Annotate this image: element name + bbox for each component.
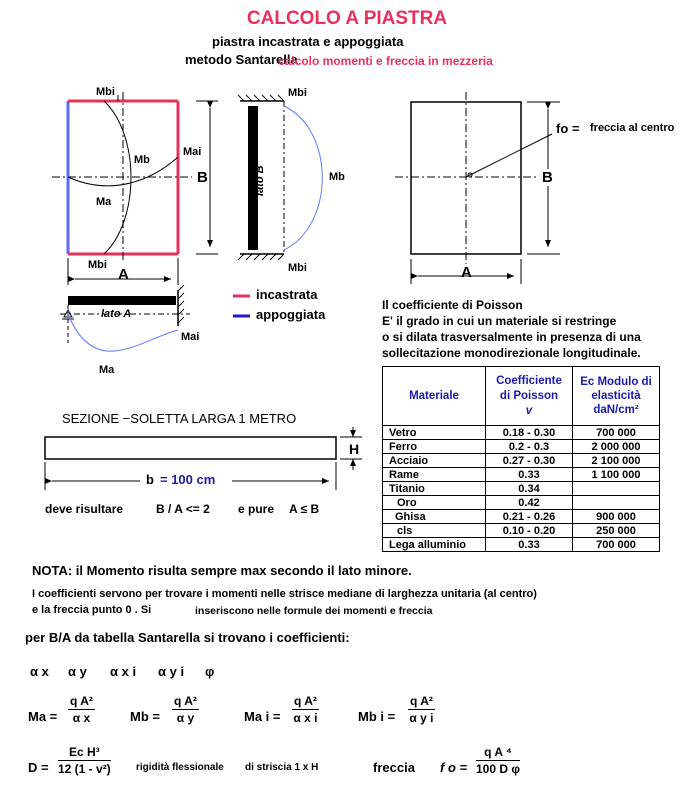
table-row: Oro 0.42 bbox=[383, 496, 660, 510]
freccia-label: freccia bbox=[373, 760, 415, 775]
mai-formula-fraction: $\frac{\text{q A²}}{\text{α x i}}$ bbox=[293, 694, 318, 725]
slab-section bbox=[45, 437, 336, 459]
coeff-alpha-x: α x bbox=[30, 664, 49, 679]
condition-prefix: deve risultare bbox=[45, 502, 124, 516]
fo-description: freccia al centro bbox=[590, 122, 675, 134]
coeff-alpha-yi: α y i bbox=[158, 664, 185, 679]
plate-mai-label: Mai bbox=[183, 146, 202, 158]
table-row: cls 0.10 - 0.20 250 000 bbox=[383, 524, 660, 538]
side-lato-b-label: lato B bbox=[254, 165, 266, 196]
mb-formula-label: Mb = bbox=[130, 709, 160, 724]
fo-leader-line bbox=[466, 134, 552, 177]
table-row: Titanio 0.34 bbox=[383, 482, 660, 496]
method-note: calcolo momenti e freccia in mezzeria bbox=[278, 54, 493, 68]
condition-1: B / A <= 2 bbox=[156, 502, 210, 516]
col-material-header: Materiale bbox=[383, 367, 486, 426]
plate-mb-label: Mb bbox=[134, 154, 150, 166]
col-modulus-header: Ec Modulo di elasticità daN/cm² bbox=[573, 367, 660, 426]
d-formula-label: D = bbox=[28, 760, 49, 775]
condition-mid: e pure bbox=[238, 502, 275, 516]
plate-diagram bbox=[52, 92, 218, 285]
notes-line-1: I coefficienti servono per trovare i momenti nelle strisce mediane di larghezza unitaria (al centro) bbox=[32, 588, 537, 600]
mb-formula-fraction: $\frac{\text{q A²}}{\text{α y}}$ bbox=[174, 694, 197, 725]
fo-formula-fraction: $\frac{\text{q A ⁴}}{\text{100 D φ}}$ bbox=[476, 745, 520, 776]
section-b-value: = 100 cm bbox=[160, 472, 216, 487]
coeff-alpha-y: α y bbox=[68, 664, 87, 679]
section-title: SEZIONE −SOLETTA LARGA 1 METRO bbox=[62, 411, 297, 426]
table-row: Acciaio 0.27 - 0.30 2 100 000 bbox=[383, 454, 660, 468]
table-row: Ferro 0.2 - 0.3 2 000 000 bbox=[383, 440, 660, 454]
table-row: Vetro 0.18 - 0.30 700 000 bbox=[383, 426, 660, 440]
beam-mai-label: Mai bbox=[181, 331, 200, 343]
poisson-description bbox=[382, 297, 641, 361]
side-mbi-top-label: Mbi bbox=[288, 87, 307, 99]
poisson-line-2: E' il grado in cui un materiale si restringe bbox=[382, 314, 617, 328]
ma-formula-fraction: $\frac{\text{q A²}}{\text{α x}}$ bbox=[70, 694, 93, 725]
coefficients-intro: per B/A da tabella Santarella si trovano i coefficienti: bbox=[25, 630, 350, 645]
poisson-line-4: sollecitazione monodirezionale longitudinale. bbox=[382, 346, 641, 360]
side-mb-label: Mb bbox=[329, 171, 345, 183]
legend-incastrata-label: incastrata bbox=[256, 287, 318, 302]
plate-mbi-top-label: Mbi bbox=[96, 86, 115, 98]
side-diagram bbox=[238, 95, 322, 260]
coeff-phi: φ bbox=[205, 664, 215, 679]
plate-b-label: B bbox=[197, 169, 208, 186]
condition-2: A ≤ B bbox=[289, 502, 320, 516]
legend-appoggiata-label: appoggiata bbox=[256, 307, 326, 322]
poisson-line-1: Il coefficiente di Poisson bbox=[382, 298, 523, 312]
mbi-formula-label: Mb i = bbox=[358, 709, 396, 724]
d-note-2: di striscia 1 x H bbox=[245, 762, 319, 773]
deflection-diagram bbox=[395, 92, 560, 284]
table-row: Lega alluminio 0.33 700 000 bbox=[383, 538, 660, 552]
d-note-1: rigidità flessionale bbox=[136, 762, 224, 773]
lato-a-beam bbox=[68, 296, 176, 305]
poisson-line-3: o si dilata trasversalmente in presenza di una bbox=[382, 330, 641, 344]
deflection-b-label: B bbox=[542, 169, 553, 186]
side-mbi-bottom-label: Mbi bbox=[288, 262, 307, 274]
page-title: CALCOLO A PIASTRA bbox=[246, 8, 448, 29]
col-poisson-header: Coefficiente di Poisson v bbox=[486, 367, 573, 426]
method-label: metodo Santarella bbox=[185, 52, 298, 67]
section-h-label: H bbox=[349, 441, 360, 457]
fo-label: fo = bbox=[556, 121, 580, 136]
page-subtitle: piastra incastrata e appoggiata bbox=[212, 34, 404, 49]
notes-line-2a: e la freccia punto 0 . Si bbox=[32, 604, 152, 616]
mbi-formula-fraction: $\frac{\text{q A²}}{\text{α y i}}$ bbox=[409, 694, 434, 725]
d-formula-fraction: $\frac{\text{Ec H³}}{\text{12 (1 - v²)}}$ bbox=[58, 745, 111, 776]
materials-table bbox=[382, 366, 660, 552]
coeff-alpha-xi: α x i bbox=[110, 664, 137, 679]
nota-text: NOTA: il Momento risulta sempre max secondo il lato minore. bbox=[32, 563, 412, 578]
ma-formula-label: Ma = bbox=[28, 709, 58, 724]
mb-side-curve bbox=[284, 106, 322, 250]
deflection-a-label: A bbox=[461, 264, 472, 281]
plate-ma-label: Ma bbox=[96, 196, 112, 208]
fo-formula-label: f o = bbox=[440, 760, 468, 775]
beam-ma-label: Ma bbox=[99, 364, 115, 376]
plate-a-label: A bbox=[118, 266, 129, 283]
mai-formula-label: Ma i = bbox=[244, 709, 281, 724]
table-row: Rame 0.33 1 100 000 bbox=[383, 468, 660, 482]
notes-line-2b: inseriscono nelle formule dei momenti e freccia bbox=[195, 605, 433, 617]
section-b-label: b bbox=[146, 472, 154, 487]
plate-mbi-bottom-label: Mbi bbox=[88, 259, 107, 271]
table-row: Ghisa 0.21 - 0.26 900 000 bbox=[383, 510, 660, 524]
beam-lato-a-label: lato A bbox=[101, 308, 132, 320]
